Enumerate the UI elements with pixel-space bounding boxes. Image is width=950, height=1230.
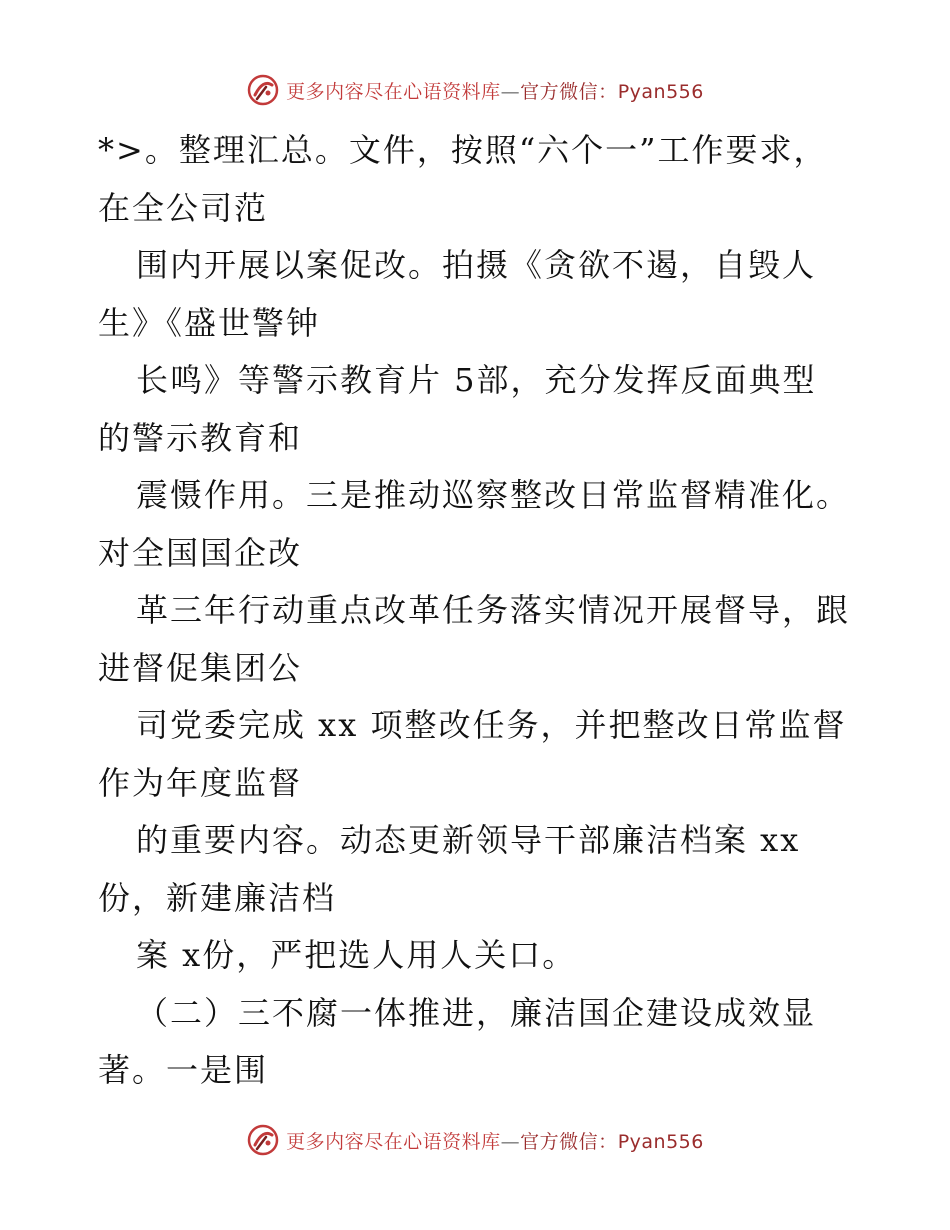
header-brand bbox=[246, 73, 704, 107]
body-line: 份，新建廉洁档 bbox=[98, 878, 337, 917]
body-line: 震慑作用。三是推动巡察整改日常监督精准化。 bbox=[136, 476, 851, 514]
body-line: 司党委完成 xx 项整改任务，并把整改日常监督 bbox=[136, 706, 847, 744]
footer-wechat-label: 官方微信： bbox=[520, 1130, 618, 1153]
body-line: 革三年行动重点改革任务落实情况开展督导，跟 bbox=[136, 591, 851, 629]
body-line: 生》《盛世警钟 bbox=[98, 303, 321, 342]
body-line: 对全国国企改 bbox=[98, 533, 303, 572]
header-brand-name: 更多内容尽在心语资料库 bbox=[286, 80, 501, 103]
header-separator: — bbox=[500, 80, 521, 103]
brand-logo-icon bbox=[246, 1123, 280, 1157]
body-line: 围内开展以案促改。拍摄《贪欲不遏，自毁人 bbox=[136, 246, 817, 284]
document-body bbox=[98, 122, 878, 1100]
body-line: （二）三不腐一体推进，廉洁国企建设成效显 bbox=[136, 993, 817, 1032]
body-line: 的警示教育和 bbox=[98, 418, 303, 457]
header-brand-text bbox=[286, 77, 704, 104]
footer-brand-name: 更多内容尽在心语资料库 bbox=[286, 1130, 501, 1153]
page-header bbox=[0, 70, 950, 110]
header-wechat-id: Pyan556 bbox=[617, 80, 704, 103]
body-line: 进督促集团公 bbox=[98, 648, 303, 687]
page-footer bbox=[0, 1120, 950, 1160]
body-line: 的重要内容。动态更新领导干部廉洁档案 xx bbox=[136, 821, 801, 859]
body-line: 长鸣》等警示教育片 5部，充分发挥反面典型 bbox=[136, 361, 817, 399]
footer-brand bbox=[246, 1123, 704, 1157]
footer-wechat-id: Pyan556 bbox=[617, 1130, 704, 1153]
body-line: 著。一是围 bbox=[98, 1051, 269, 1089]
footer-brand-text bbox=[286, 1127, 704, 1154]
body-line: 在全公司范 bbox=[98, 188, 269, 227]
body-line: 案 x份，严把选人用人关口。 bbox=[136, 936, 577, 974]
header-wechat-label: 官方微信： bbox=[520, 80, 618, 103]
body-line: *>。整理汇总。文件，按照“六个一”工作要求， bbox=[98, 131, 828, 169]
body-line: 作为年度监督 bbox=[98, 763, 303, 802]
brand-logo-icon bbox=[246, 73, 280, 107]
footer-separator: — bbox=[500, 1130, 521, 1153]
